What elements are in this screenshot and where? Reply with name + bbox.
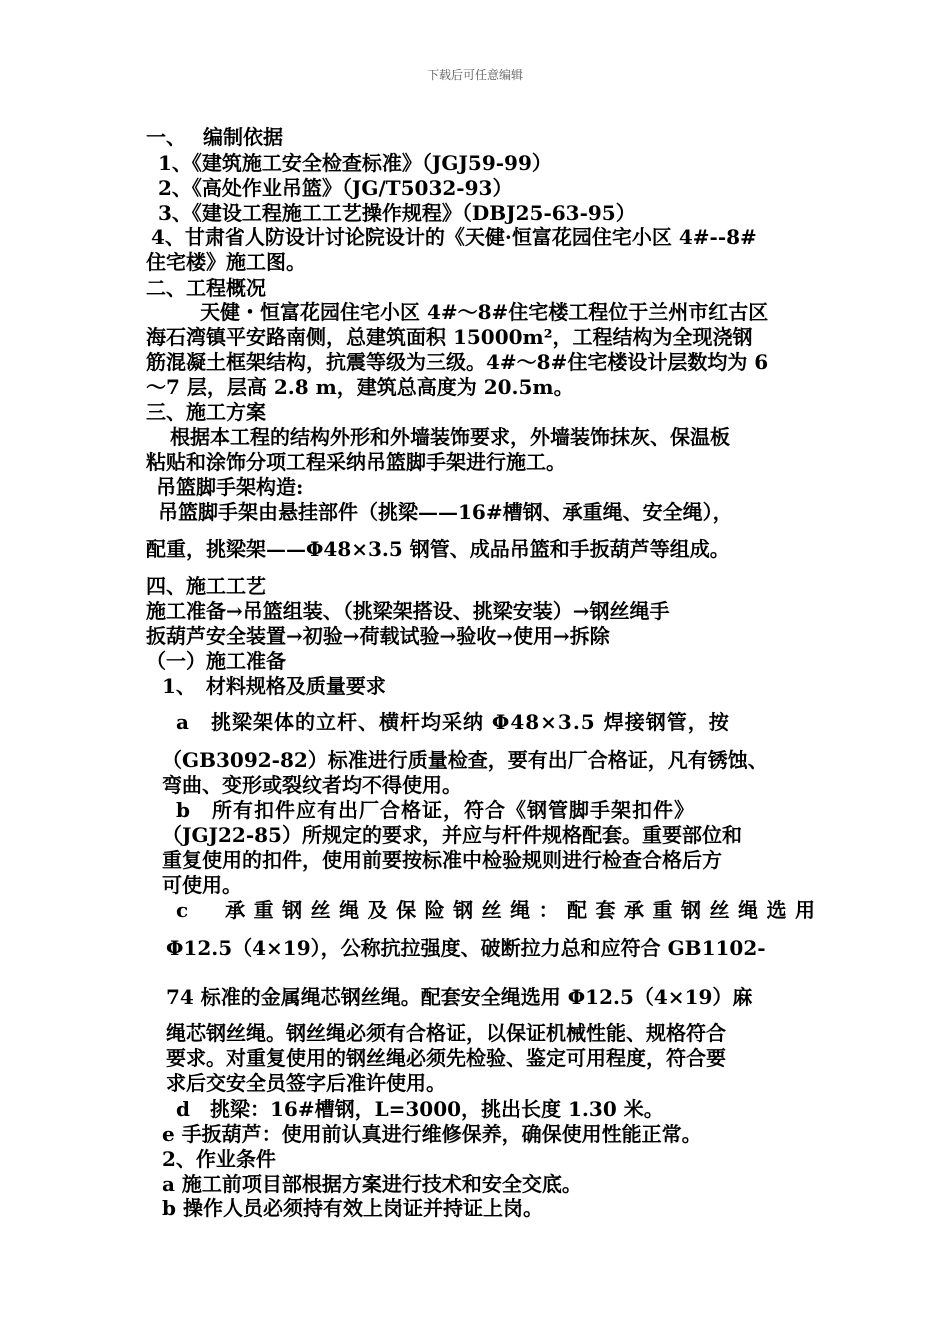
overview-line-3: 筋混凝土框架结构，抗震等级为三级。4#～8#住宅楼设计层数均为 6 [146,350,769,374]
process-flow-line-2: 扳葫芦安全装置→初验→荷载试验→验收→使用→拆除 [146,624,610,648]
basis-item-3: 3、《建设工程施工工艺操作规程》（DBJ25-63-95） [158,201,636,225]
basis-item-1: 1、《建筑施工安全检查标准》（JGJ59-99） [158,151,552,175]
section-2-title: 二、工程概况 [146,276,266,300]
item-c-line-3: 74 标准的金属绳芯钢丝绳。配套安全绳选用 Φ12.5（4×19）麻 [166,985,753,1009]
overview-line-2: 海石湾镇平安路南侧，总建筑面积 15000m²，工程结构为全现浇钢 [146,325,753,349]
materials-title: 1、 材料规格及质量要求 [162,674,386,698]
item-c-line-6: 求后交安全员签字后准许使用。 [166,1071,446,1095]
section-4-title: 四、施工工艺 [146,574,266,598]
section-1-title: 一、 编制依据 [146,125,283,149]
item-a-line-3: 弯曲、变形或裂纹者均不得使用。 [162,773,462,797]
page-header: 下载后可任意编辑 [426,68,523,82]
item-b-line-4: 可使用。 [162,873,242,897]
item-c-line-1: c 承重钢丝绳及保险钢丝绳：配套承重钢丝绳选用 [176,898,816,922]
basis-item-4-line1: 4、甘肃省人防设计讨论院设计的《天健·恒富花园住宅小区 4#--8# [151,225,757,249]
item-b-line-1: b 所有扣件应有出厂合格证，符合《钢管脚手架扣件》 [176,798,695,822]
subsection-preparation: （一）施工准备 [146,649,286,673]
construction-line-2: 配重，挑梁架——Φ48×3.5 钢管、成品吊篮和手扳葫芦等组成。 [146,537,730,561]
plan-line-1: 根据本工程的结构外形和外墙装饰要求，外墙装饰抹灰、保温板 [170,425,730,449]
process-flow-line-1: 施工准备→吊篮组装、（挑梁架搭设、挑梁安装）→钢丝绳手 [146,599,670,623]
item-e: e 手扳葫芦：使用前认真进行维修保养，确保使用性能正常。 [162,1122,702,1146]
plan-subtitle: 吊篮脚手架构造: [156,475,304,499]
basis-item-4-line2: 住宅楼》施工图。 [146,250,306,274]
item-b-line-3: 重复使用的扣件，使用前要按标准中检验规则进行检查合格后方 [162,848,722,872]
plan-line-2: 粘贴和涂饰分项工程采纳吊篮脚手架进行施工。 [146,450,566,474]
overview-line-4: ～7 层，层高 2.8 m，建筑总高度为 20.5m。 [146,375,574,399]
item-b-line-2: （JGJ22-85）所规定的要求，并应与杆件规格配套。重要部位和 [162,823,742,847]
condition-a: a 施工前项目部根据方案进行技术和安全交底。 [162,1172,582,1196]
item-a-line-1: a 挑梁架体的立杆、横杆均采纳 Φ48×3.5 焊接钢管，按 [176,710,730,734]
basis-item-2: 2、《高处作业吊篮》（JG/T5032-93） [158,176,513,200]
item-c-line-2: Φ12.5（4×19），公称抗拉强度、破断拉力总和应符合 GB1102- [166,936,766,960]
construction-line-1: 吊篮脚手架由悬挂部件（挑梁——16#槽钢、承重绳、安全绳）， [158,500,733,524]
condition-b: b 操作人员必须持有效上岗证并持证上岗。 [162,1196,543,1220]
overview-line-1: 天健・恒富花园住宅小区 4#～8#住宅楼工程位于兰州市红古区 [200,300,769,324]
section-3-title: 三、施工方案 [146,400,266,424]
item-a-line-2: （GB3092-82）标准进行质量检查，要有出厂合格证，凡有锈蚀、 [162,748,768,772]
item-c-line-5: 要求。对重复使用的钢丝绳必须先检验、鉴定可用程度，符合要 [166,1046,726,1070]
item-d: d 挑梁：16#槽钢，L=3000，挑出长度 1.30 米。 [176,1097,664,1121]
work-conditions-title: 2、作业条件 [162,1147,276,1171]
item-c-line-4: 绳芯钢丝绳。钢丝绳必须有合格证，以保证机械性能、规格符合 [166,1021,726,1045]
